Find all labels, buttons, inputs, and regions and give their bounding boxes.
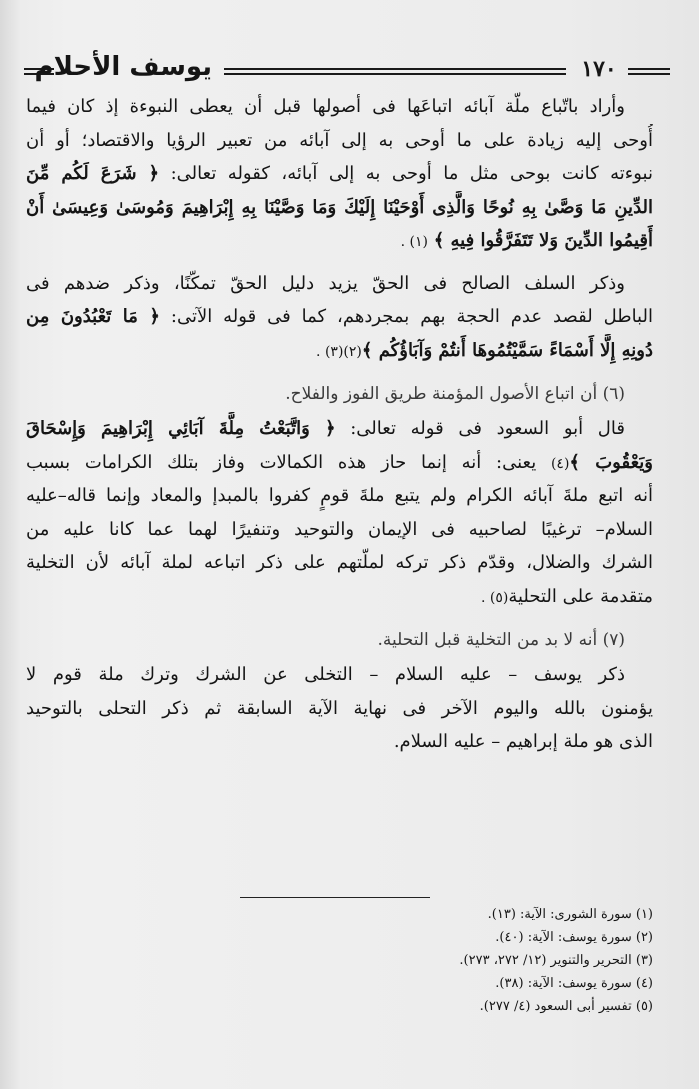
footnote-text: سورة الشورى: الآية: (١٣).: [487, 907, 632, 922]
footnotes: [26, 903, 653, 1018]
text-segment: متقدمة على التحلية: [508, 585, 653, 607]
section-heading-6: (٦) أن اتباع الأصول المؤمنة طريق الفوز والفلاح.: [285, 384, 625, 404]
text-line: [26, 580, 653, 614]
text-line: [26, 412, 653, 446]
paragraph-1: [26, 90, 653, 258]
paragraph-2: [26, 267, 653, 368]
quran-verse: الدِّينِ مَا وَصَّىٰ بِهِ نُوحًا وَالَّذِى أَوْحَيْنَا إِلَيْكَ وَمَا وَصَّيْنَا بِهِ إِبْرَاهِيمَ وَمُوسَىٰ وَعِيسَىٰ أَنْ: [26, 196, 653, 218]
header-rule-right: [628, 68, 670, 75]
text-line: السلام– ترغيبًا لصاحبيه فى الإيمان والتوحيد وتنفيرًا لهما عما كانا عليه من: [26, 518, 653, 540]
footnote-number: (٢): [635, 930, 653, 945]
footnote-number: (٣): [635, 953, 653, 968]
footnote: [26, 926, 653, 949]
header-rule-middle: [224, 68, 566, 75]
footnote: [26, 995, 653, 1018]
page-header: [24, 52, 673, 90]
footnote-text: سورة يوسف: الآية: (٤٠).: [495, 930, 632, 945]
footnote: [26, 903, 653, 926]
text-line: وذكر السلف الصالح فى الحقّ يزيد دليل الحقّ تمكّنًا، وذكر ضدهم فى: [26, 272, 625, 294]
text-segment: يعنى: أنه إنما حاز هذه الكمالات وفاز بتلك الكرامات بسبب: [26, 451, 537, 473]
footnote-ref: (٥) .: [480, 589, 509, 606]
book-title: يوسف الأحلام: [34, 52, 212, 82]
quran-verse: وَيَعْقُوبَ ﴾: [569, 451, 653, 473]
quran-verse: ﴿ شَرَعَ لَكُم مِّنَ: [26, 163, 160, 184]
footnote-ref: (٢)(٣) .: [316, 343, 362, 360]
text-line: الشرك والضلال، وقدّم ذكر تركه لملّتهم على ذكر اتباعه لملة آبائه لأن التخلية: [26, 552, 653, 573]
footnote-separator: [240, 897, 430, 898]
page-number: ١٧٠: [581, 56, 617, 82]
text-segment: قال أبو السعود فى قوله تعالى:: [350, 418, 625, 439]
paragraph-4: [26, 658, 653, 759]
quran-verse: ﴿ وَاتَّبَعْتُ مِلَّةَ آبَائِي إِبْرَاهِيمَ وَإِسْحَاقَ: [26, 418, 336, 439]
text-segment: نبوءته كانت بوحى مثل ما أوحى به إلى آبائه، كقوله تعالى:: [170, 163, 653, 184]
text-line: أُوحى إليه زيادة على ما أوحى به إلى آبائه من تعبير الرؤيا والاقتصاد؛ أو أن: [26, 129, 653, 151]
footnote-number: (١): [635, 907, 653, 922]
text-line: أنه اتبع ملةَ آبائه الكرام ولم يتبع ملةَ قومٍ كفروا بالمبدإ والمعاد وإنما قاله–عليه: [26, 485, 653, 506]
footnote: [26, 972, 653, 995]
quran-verse: دُونِهِ إِلَّا أَسْمَاءً سَمَّيْتُمُوهَا أَنتُمْ وَآبَاؤُكُم ﴾: [361, 339, 653, 361]
text-line: [26, 224, 653, 258]
footnote-text: التحرير والتنوير (١٢/ ٢٧٢، ٢٧٣).: [459, 953, 632, 968]
text-line: الذى هو ملة إبراهيم – عليه السلام.: [393, 731, 653, 752]
text-line: يؤمنون بالله واليوم الآخر فى نهاية الآية السابقة ثم ذكر التحلى بالتوحيد: [26, 697, 653, 719]
text-line: [26, 334, 653, 368]
text-line: [26, 157, 653, 191]
paragraph-3: [26, 412, 653, 613]
footnote-number: (٤): [635, 976, 653, 991]
text-line: [26, 446, 653, 480]
footnote-ref: (١) .: [400, 234, 428, 250]
section-heading-7: (٧) أنه لا بد من التخلية قبل التحلية.: [377, 630, 625, 650]
footnote: [26, 949, 653, 972]
footnote-text: تفسير أبى السعود (٤/ ٢٧٧).: [479, 999, 632, 1014]
quran-verse: ﴿ مَا تَعْبُدُونَ مِن: [26, 306, 160, 327]
main-text: [26, 90, 653, 759]
text-line: وأراد باتّباع ملّة آبائه اتباعَها فى أصولها قبل أن يعطى النبوءة إذ كان فيما: [26, 96, 625, 117]
text-segment: الباطل لقصد عدم الحجة بهم بمجردهم، كما فى قوله الآتى:: [170, 306, 653, 327]
text-line: [26, 300, 653, 334]
quran-verse: أَقِيمُوا الدِّينَ وَلا تَتَفَرَّقُوا فِيهِ ﴾: [433, 230, 653, 251]
text-line: ذكر يوسف – عليه السلام – التخلى عن الشرك وترك ملة قوم لا: [26, 664, 625, 685]
footnote-number: (٥): [635, 999, 653, 1014]
footnote-text: سورة يوسف: الآية: (٣٨).: [495, 976, 632, 991]
footnote-ref: (٤): [550, 455, 570, 472]
